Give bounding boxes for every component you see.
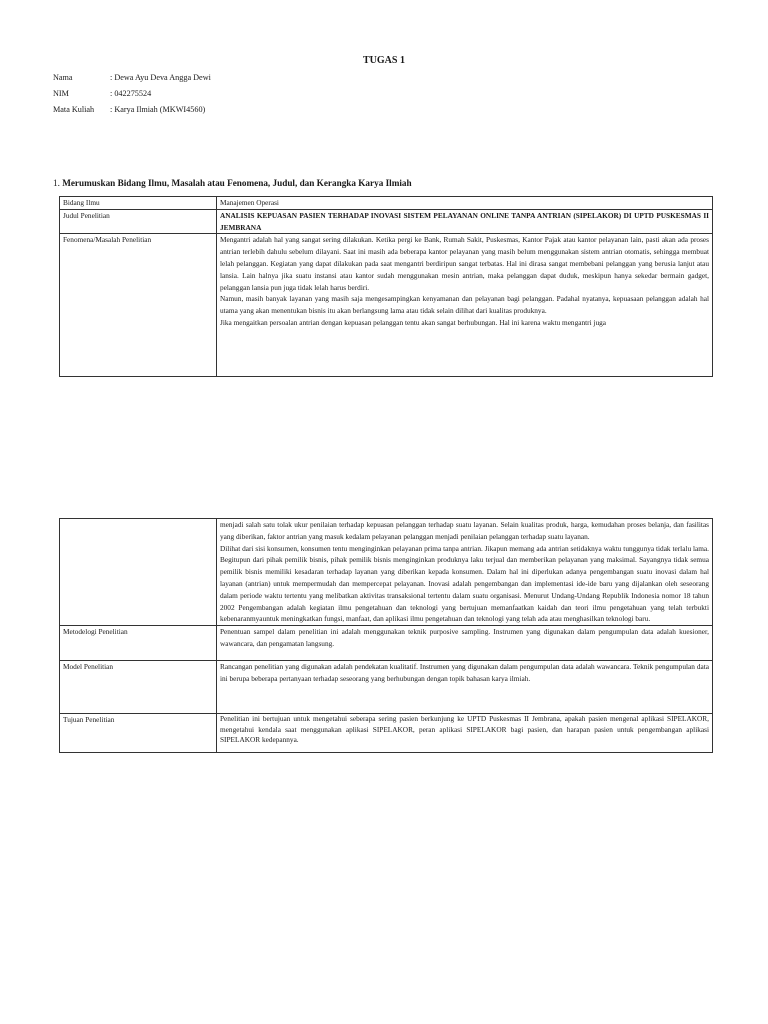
paragraph: menjadi salah satu tolak ukur penilaian terhadap kepuasan pelanggan terhadap suatu layanan. Selain kualitas produk, harga, kemudahan proses belanja, dan fasilitas yang diberikan, faktor antrian yang masuk kedalam pelayanan pelanggan menjadi penilaian pelanggan terhadap suatu layanan. [220,520,709,541]
table-row [60,234,713,377]
row-label-field: Bidang Ilmu [60,197,217,210]
row-label-title: Judul Penelitian [60,209,217,234]
objective-text [217,714,713,753]
info-label: Mata Kuliah [53,105,95,114]
methodology-text [217,626,713,661]
info-value: : Dewa Ayu Deva Angga Dewi [110,73,211,82]
info-value: : Karya Ilmiah (MKWI4560) [110,105,206,114]
paragraph: Penentuan sampel dalam penelitian ini adalah menggunakan teknik purposive sampling. Instrumen yang digunakan dalam pengumpulan data adalah kuesioner, wawancara, dan pengamatan langsung. [220,627,709,648]
paragraph: Mengantri adalah hal yang sangat sering dilakukan. Ketika pergi ke Bank, Rumah Sakit, Puskesmas, Kantor Pajak atau kantor pelayanan lain, pasti akan ada proses antrian terlebih dahulu sebelum dilayani. Saat ini masih ada beberapa kantor pelayanan yang masih belum menggunakan sistem antrian otomatis, sehingga membuat lelah pelanggan. Kegiatan yang dapat dilakukan pada saat mengantri berdiripun sangat terbatas. Hal ini dirasa sangat membebani pelanggan yang berusia lanjut atau lansia. Lain halnya jika suatu instansi atau kantor sudah menggunakan mesin antrian, maka pelanggan dapat duduk, meskipun hanya sekedar bermain gadget, pelanggan lansia pun juga tidak lelah harus berdiri. [220,235,709,292]
research-table-page-2 [59,518,713,753]
student-info [53,73,211,121]
row-label-objective: Tujuan Penelitian [60,714,217,753]
table-row [60,209,713,234]
row-label-phenomenon: Fenomena/Masalah Penelitian [60,234,217,377]
section-number: 1. [53,178,60,188]
phenomenon-text [217,234,713,377]
table-row [60,661,713,714]
phenomenon-continued-text [217,519,713,626]
info-value: : 042275524 [110,89,152,98]
info-row-name [53,73,211,89]
row-value-field: Manajemen Operasi [217,197,713,210]
row-label-model: Model Penelitian [60,661,217,714]
research-table-page-1 [59,196,713,377]
paragraph: Rancangan penelitian yang digunakan adalah pendekatan kualitatif. Instrumen yang digunakan dalam pengumpulan data adalah wawancara. Teknik pengumpulan data ini berupa beberapa pertanyaan terhadap seseorang yang berhubungan dengan topik bahasan karya ilmiah. [220,662,709,683]
paragraph: Jika mengaitkan persoalan antrian dengan kepuasan pelanggan tentu akan sangat berhubungan. Hal ini karena waktu mengantri juga [220,317,606,327]
row-label-continued [60,519,217,626]
info-row-nim [53,89,211,105]
info-label: Nama [53,73,73,82]
paragraph: Dilihat dari sisi konsumen, konsumen tentu menginginkan pelayanan prima tanpa antrian. Jikapun memang ada antrian setidaknya waktu tunggunya tidak terlalu lama. Begitupun dari pihak pemilik bisnis, pihak pemilik bisnis menginginkan produknya laku terjual dan memberikan pelayanan yang maksimal. Sayangnya tidak semua pemilik bisnis memiliki kesadaran terhadap layanan yang diberikan kepada konsumen. Dalam hal ini diperlukan adanya pengembangan suatu inovasi dalam hal layanan (antrian) untuk mempermudah dan mempercepat pelayanan. Inovasi adalah pengembangan dan implementasi ide-ide baru yang dijalankan oleh seseorang dalam periode waktu tertentu yang melibatkan aktivitas transaksional tertentu dalam suatu organisasi. Menurut Undang-Undang Republik Indonesia nomor 18 tahun 2002 Pengembangan adalah kegiatan ilmu pengetahuan dan teknologi yang bertujuan memanfaatkan kaidah dan teori ilmu pengetahuan yang telah terbukti kebenaranmyauntuk meningkatkan fungsi, manfaat, dan aplikasi ilmu pengetahuan dan teknologi yang telah ada atau menghasilkan teknologi baru. [220,543,709,624]
section-heading-text: Merumuskan Bidang Ilmu, Masalah atau Fenomena, Judul, dan Kerangka Karya Ilmiah [62,178,412,188]
paragraph: Namun, masih banyak layanan yang masih saja mengesampingkan kenyamanan dan pelayanan bagi pelanggan. Padahal nyatanya, kepuasaan pelanggan adalah hal utama yang akan menentukan bisnis itu akan berlangsung lama atau tidak selain dilihat dari kualitas produknya. [220,294,709,316]
document-title: TUGAS 1 [363,55,405,66]
paragraph: Penelitian ini bertujuan untuk mengetahui seberapa sering pasien berkunjung ke UPTD Puskesmas II Jembrana, apakah pasien mengenal aplikasi SIPELAKOR, mengetahui kendala saat menggunakan aplikasi SIPELAKOR, peran aplikasi SIPELAKOR bagi pasien, dan harapan pasien untuk pengembangan aplikasi SIPELAKOR kedepannya. [220,714,709,745]
table-row [60,626,713,661]
section-heading [53,178,412,188]
table-row [60,197,713,210]
table-row [60,714,713,753]
research-title: ANALISIS KEPUASAN PASIEN TERHADAP INOVASI SISTEM PELAYANAN ONLINE TANPA ANTRIAN (SIPELAKOR) DI UPTD PUSKESMAS II JEMBRANA [217,209,713,234]
info-row-course [53,105,211,121]
table-row [60,519,713,626]
model-text [217,661,713,714]
info-label: NIM [53,89,69,98]
row-label-methodology: Metodelogi Penelitian [60,626,217,661]
